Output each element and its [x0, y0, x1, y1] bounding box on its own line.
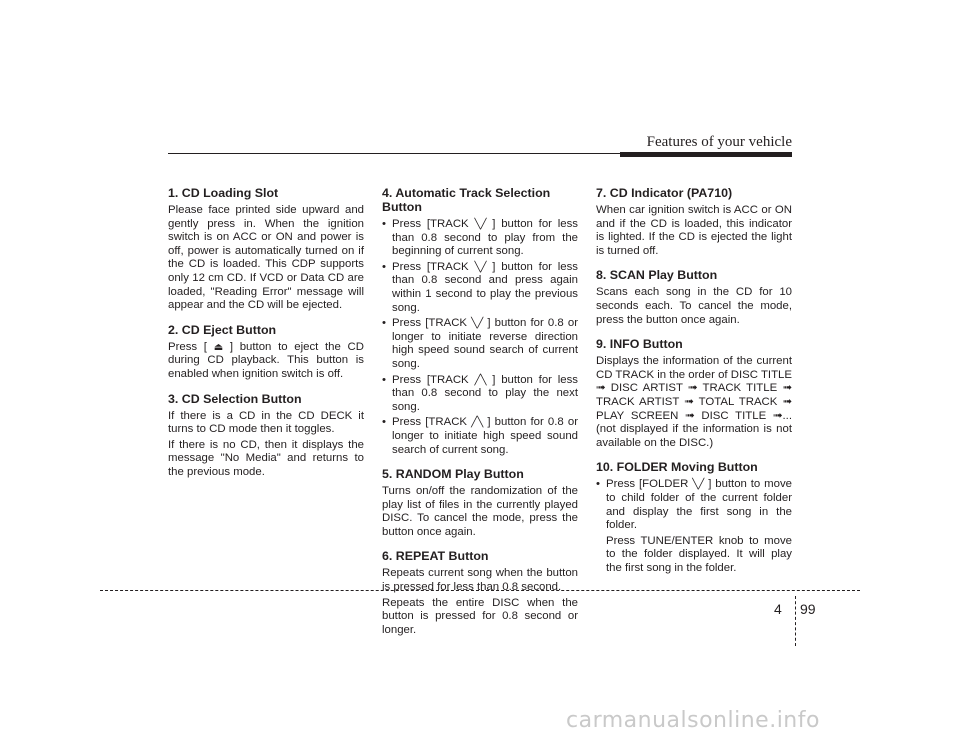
watermark: carmanualsonline.info [566, 708, 820, 733]
text-fragment: Press [TRACK [392, 317, 468, 330]
text-fragment: Press [TRACK [392, 416, 468, 429]
section-text: Displays the information of the current CD TRACK in the order of DISC TITLE ➟ DISC ARTIST ➟ TRACK TITLE ➟ TRACK ARTIST ➟ TOTAL TRACK ➟ PLAY SCREEN ➟ DISC TITLE ➟... (not displayed if the information is not available on the DISC.) [596, 355, 792, 449]
header-title: Features of your vehicle [646, 134, 792, 150]
bullet-list [382, 218, 578, 457]
text-fragment: Press [FOLDER [606, 478, 689, 491]
text-fragment: ] button for 0.8 or longer to initiate reverse direction high speed sound search of current song. [392, 317, 578, 370]
header-bar [620, 152, 792, 157]
list-item [382, 317, 578, 371]
section-text: When car ignition switch is ACC or ON and if the CD is loaded, this indicator is lighted. If the CD is ejected the light is turned off. [596, 204, 792, 257]
seek-down-icon: ╲╱ [474, 261, 487, 273]
list-item [382, 261, 578, 315]
page-separator [795, 596, 796, 646]
text-fragment: Press [TRACK [392, 260, 469, 273]
section-text: Press TUNE/ENTER knob to move to the folder displayed. It will play the first song in the folder. [606, 534, 792, 574]
list-item [382, 218, 578, 259]
bullet-list [596, 478, 792, 532]
seek-up-icon: ╱╲ [474, 374, 487, 386]
page-number: 99 [800, 601, 816, 617]
section-title: 8. SCAN Play Button [596, 268, 718, 283]
section-number: 4 [774, 601, 782, 617]
section-text: Scans each song in the CD for 10 seconds each. To cancel the mode, press the button once again. [596, 286, 792, 326]
seek-up-icon: ╱╲ [471, 417, 484, 429]
column-3 [596, 186, 792, 577]
section-title: 9. INFO Button [596, 337, 683, 352]
section-title: 3. CD Selection Button [168, 391, 302, 406]
text-fragment: ] button for less than 0.8 second to play from the beginning of current song. [392, 218, 578, 258]
column-1 [168, 186, 364, 482]
text-fragment: Press [TRACK [392, 218, 469, 230]
section-text [168, 341, 364, 382]
section-title: 5. RANDOM Play Button [382, 467, 524, 482]
section-text: Turns on/off the randomization of the play list of files in the currently played DISC. To cancel the mode, press the button once again. [382, 485, 578, 538]
section-title: 6. REPEAT Button [382, 549, 489, 564]
section-title: 4. Automatic Track Selection Button [382, 186, 551, 214]
section-text: If there is no CD, then it displays the message "No Media" and returns to the previous mode. [168, 438, 364, 478]
list-item [596, 478, 792, 532]
section-text: Please face printed side upward and gently press in. When the ignition switch is on ACC or ON and power is off, power is automatically turned on if the CD is loaded. This CDP supports only 12 cm CD. If VCD or Data CD are loaded, "Reading Error" message will appear and the CD will be ejected. [168, 204, 364, 312]
text-fragment: ] button for 0.8 or longer to initiate high speed sound search of current song. [392, 416, 578, 456]
text-fragment: ] button to move to child folder of the current folder and display the first song in the folder. [606, 478, 793, 532]
column-2 [382, 186, 578, 639]
section-text: If there is a CD in the CD DECK it turns to CD mode then it toggles. [168, 409, 364, 436]
list-item [382, 416, 578, 457]
section-title: 7. CD Indicator (PA710) [596, 186, 733, 200]
footer-rule [100, 590, 860, 591]
folder-down-icon: ╲╱ [692, 479, 705, 491]
text-fragment: ] button for less than 0.8 second and press again within 1 second to play the previous song. [392, 260, 578, 314]
section-text: Repeats the entire DISC when the button is pressed for 0.8 second or longer. [382, 596, 578, 636]
text-fragment: ] button to eject the CD during CD playback. This button is enabled when ignition switch is off. [168, 340, 364, 380]
seek-down-icon: ╲╱ [471, 318, 484, 330]
section-text: Repeats current song when the button is pressed for less than 0.8 second. [382, 567, 578, 594]
eject-icon: ⏏ [213, 341, 224, 353]
section-title: 10. FOLDER Moving Button [596, 460, 758, 475]
text-fragment: Press [TRACK [392, 373, 469, 386]
section-title: 1. CD Loading Slot [168, 186, 279, 200]
text-fragment: ] button for less than 0.8 second to play the next song. [392, 373, 578, 413]
seek-down-icon: ╲╱ [474, 219, 487, 230]
text-fragment: Press [ [168, 340, 207, 353]
list-item [382, 374, 578, 415]
section-title: 2. CD Eject Button [168, 322, 277, 337]
